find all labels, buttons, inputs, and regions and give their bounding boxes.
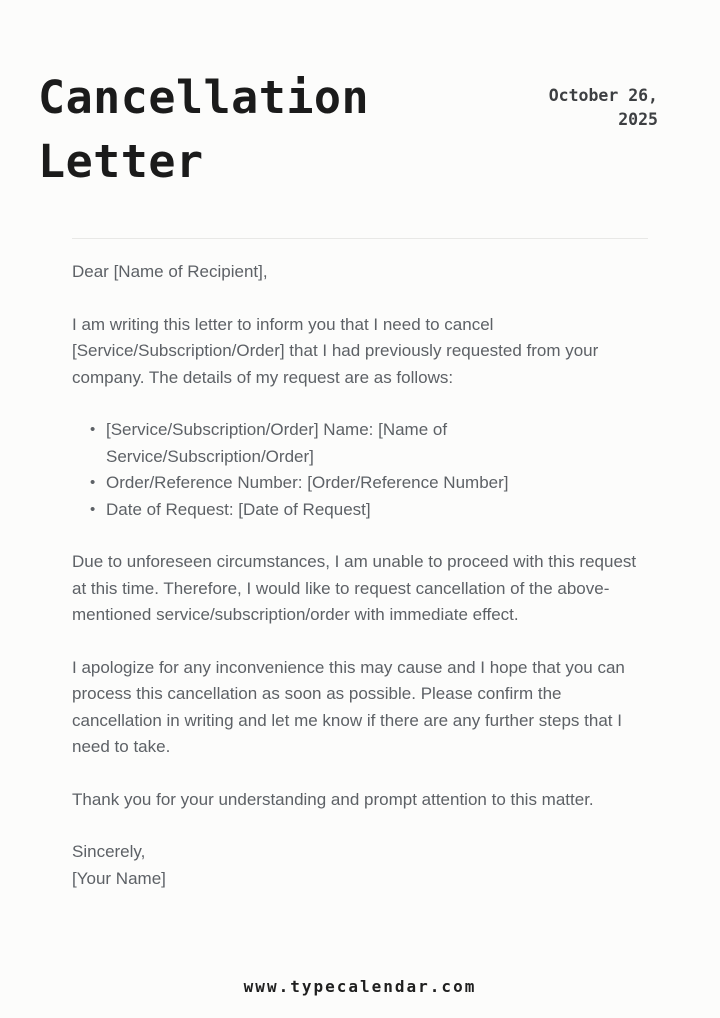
closing: Sincerely,: [72, 842, 146, 861]
paragraph-intro: I am writing this letter to inform you that I need to cancel [Service/Subscription/Order] that I had previously requested from your company. The details of my request are as follows:: [72, 314, 599, 387]
closing-block: [72, 839, 648, 892]
paragraph-apology: I apologize for any inconvenience this may cause and I hope that you can process this cancellation as soon as possible. Please confirm the cancellation in writing and let me know if there are any further steps that I need to take.: [72, 657, 625, 756]
paragraph-reason: Due to unforeseen circumstances, I am unable to proceed with this request at this time. Therefore, I would like to request cancellation of the above-mentioned service/subscription/order with immediate effect.: [72, 552, 637, 624]
signature-placeholder: [Your Name]: [72, 868, 166, 888]
letter-date: October 26, 2025: [548, 86, 658, 129]
list-item: • Order/Reference Number: [Order/Reference Number]: [90, 470, 648, 497]
list-item: • Date of Request: [Date of Request]: [90, 497, 648, 524]
letter-body: [0, 239, 720, 892]
paragraph-thanks: Thank you for your understanding and prompt attention to this matter.: [72, 789, 594, 809]
page-title: Cancellation Letter: [38, 71, 370, 188]
list-item: • [Service/Subscription/Order] Name: [Name of Service/Subscription/Order]: [90, 417, 648, 470]
salutation: Dear [Name of Recipient],: [72, 262, 268, 281]
website-url: www.typecalendar.com: [243, 977, 477, 996]
request-details-list: [90, 417, 648, 523]
letter-header: [0, 0, 720, 194]
